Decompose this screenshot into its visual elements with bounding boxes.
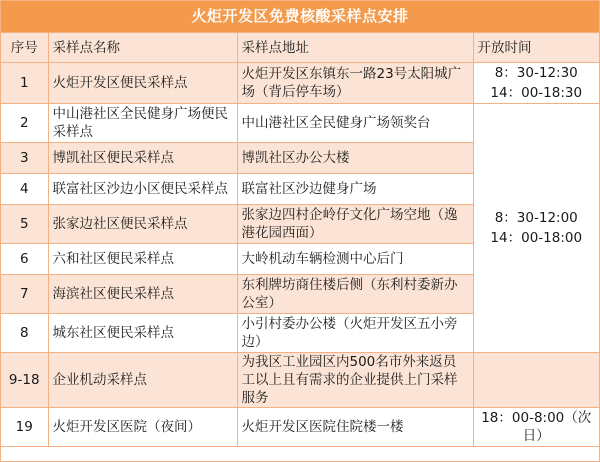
row-address: 张家边四村企岭仔文化广场空地（逸港花园西面） [237, 205, 473, 244]
row-seq: 4 [1, 174, 48, 205]
row-address: 联富社区沙边健身广场 [237, 174, 473, 205]
row-seq: 3 [1, 143, 48, 174]
sampling-site-table [1, 33, 599, 447]
row-seq: 1 [1, 63, 48, 104]
header-address: 采样点地址 [237, 33, 473, 63]
row-seq: 5 [1, 205, 48, 244]
table-row [1, 408, 599, 447]
hours-line: 8：30-12:00 [494, 210, 578, 226]
row-address: 东利牌坊商住楼后侧（东利村委新办公室） [237, 275, 473, 314]
header-seq: 序号 [1, 33, 48, 63]
header-hours: 开放时间 [473, 33, 599, 63]
row-name: 张家边社区便民采样点 [48, 205, 237, 244]
hours-line: 14：00-18:00 [490, 230, 583, 246]
row-name: 海滨社区便民采样点 [48, 275, 237, 314]
row-name: 城东社区便民采样点 [48, 314, 237, 353]
row-address: 小引村委办公楼（火炬开发区五小旁边） [237, 314, 473, 353]
row-seq: 7 [1, 275, 48, 314]
hours-line: 14：00-18:30 [490, 85, 583, 101]
row-name: 六和社区便民采样点 [48, 244, 237, 275]
hours-cell-empty [473, 353, 599, 408]
hours-line: 8：30-12:30 [494, 65, 578, 81]
row-name: 联富社区沙边小区便民采样点 [48, 174, 237, 205]
table-row [1, 63, 599, 104]
row-name: 博凯社区便民采样点 [48, 143, 237, 174]
row-name: 火炬开发区便民采样点 [48, 63, 237, 104]
row-seq: 8 [1, 314, 48, 353]
table-row [1, 104, 599, 143]
hours-cell: 18：00-8:00（次日） [473, 408, 599, 447]
sheet-title: 火炬开发区免费核酸采样点安排 [1, 1, 599, 33]
row-name: 火炬开发区医院（夜间） [48, 408, 237, 447]
row-name: 企业机动采样点 [48, 353, 237, 408]
table-row [1, 353, 599, 408]
row-address: 火炬开发区东镇东一路23号太阳城广场（背后停车场） [237, 63, 473, 104]
row-address: 为我区工业园区内500名市外来返员工以上且有需求的企业提供上门采样服务 [237, 353, 473, 408]
row-seq: 6 [1, 244, 48, 275]
row-seq: 2 [1, 104, 48, 143]
row-seq: 19 [1, 408, 48, 447]
header-name: 采样点名称 [48, 33, 237, 63]
row-address: 大岭机动车辆检测中心后门 [237, 244, 473, 275]
row-name: 中山港社区全民健身广场便民采样点 [48, 104, 237, 143]
row-seq: 9-18 [1, 353, 48, 408]
header-row [1, 33, 599, 63]
hours-cell [473, 104, 599, 353]
row-address: 中山港社区全民健身广场领奖台 [237, 104, 473, 143]
row-address: 博凯社区办公大楼 [237, 143, 473, 174]
hours-cell [473, 63, 599, 104]
row-address: 火炬开发区医院住院楼一楼 [237, 408, 473, 447]
